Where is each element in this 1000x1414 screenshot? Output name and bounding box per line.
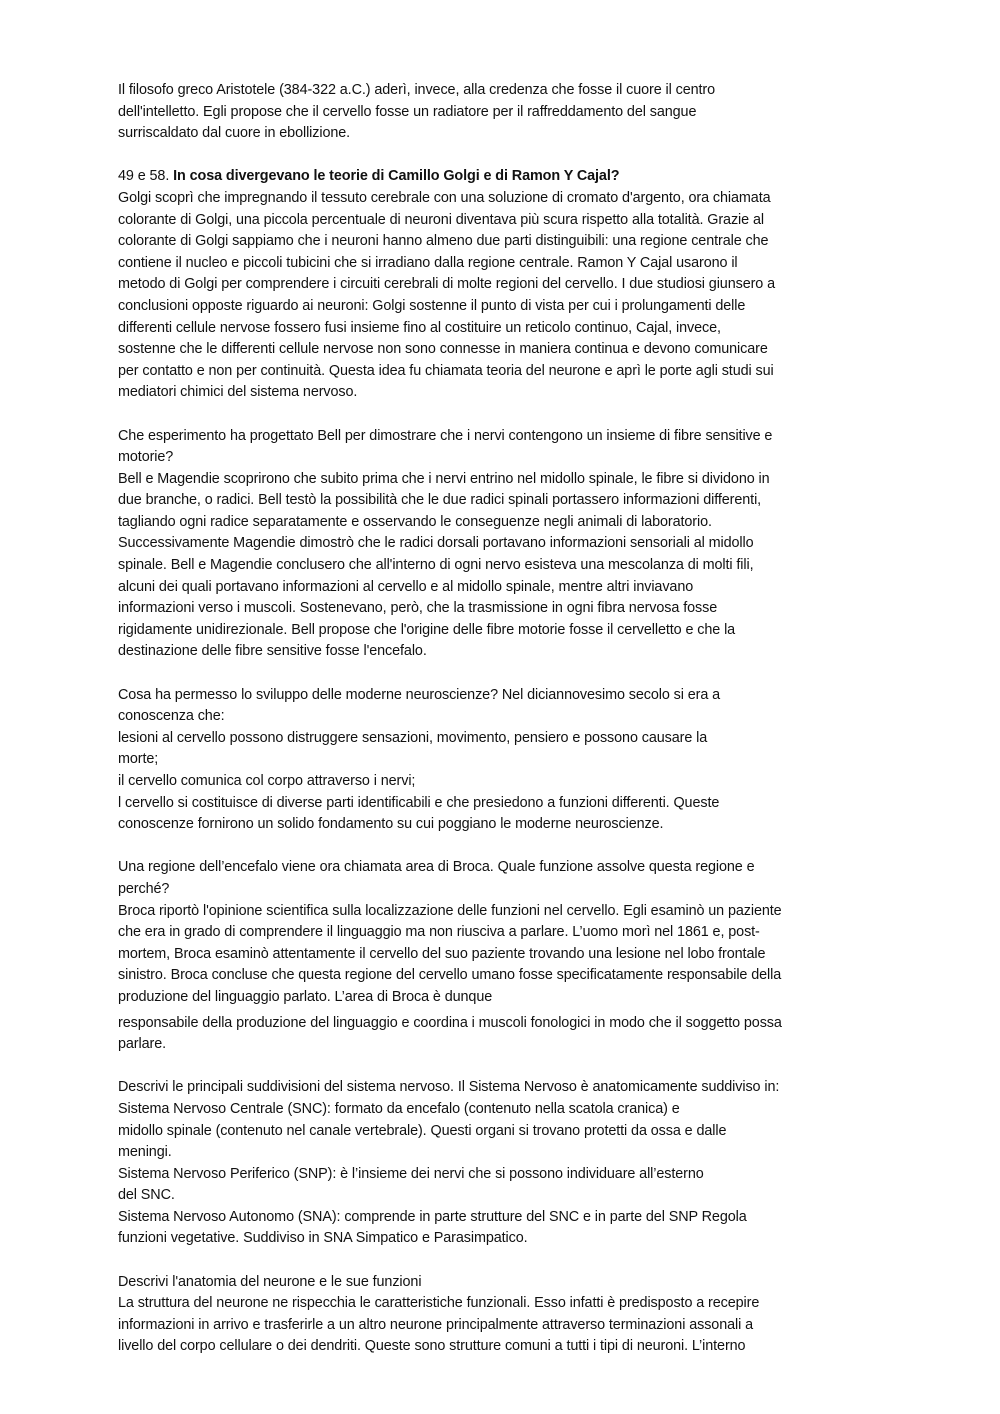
text-line: conoscenza che: bbox=[118, 708, 225, 725]
text-line: destinazione delle fibre sensitive fosse l'encefalo. bbox=[118, 643, 427, 660]
text-line: che era in grado di comprendere il linguaggio ma non riusciva a parlare. L’uomo morì nel 1861 e, post- bbox=[118, 924, 760, 941]
section-neuron-anatomy bbox=[118, 1272, 888, 1358]
text-line: mediatori chimici del sistema nervoso. bbox=[118, 384, 358, 401]
text-line: Sistema Nervoso Periferico (SNP): è l’insieme dei nervi che si possono individuare all’esterno bbox=[118, 1165, 704, 1182]
text-line: informazioni verso i muscoli. Sostenevano, però, che la trasmissione in ogni fibra nervosa fosse bbox=[118, 600, 718, 617]
text-line: del SNC. bbox=[118, 1187, 175, 1204]
text-line: midollo spinale (contenuto nel canale vertebrale). Questi organi si trovano protetti da ossa e dalle bbox=[118, 1122, 727, 1139]
text-line: Una regione dell’encefalo viene ora chiamata area di Broca. Quale funzione assolve questa regione e bbox=[118, 859, 755, 876]
text-line: tagliando ogni radice separatamente e osservando le conseguenze negli animali di laboratorio. bbox=[118, 513, 712, 530]
text-line: motorie? bbox=[118, 449, 174, 466]
paragraph-gap bbox=[118, 663, 888, 685]
paragraph-gap bbox=[118, 145, 888, 167]
text-line: morte; bbox=[118, 751, 159, 768]
text-line: La struttura del neurone ne rispecchia le caratteristiche funzionali. Esso infatti è predisposto a recepire bbox=[118, 1295, 760, 1312]
text-line: Che esperimento ha progettato Bell per dimostrare che i nervi contengono un insieme di fibre sensitive e bbox=[118, 427, 773, 444]
section-modern-neuroscience bbox=[118, 685, 888, 836]
text-line: Il filosofo greco Aristotele (384-322 a.C.) aderì, invece, alla credenza che fosse il cuore il centro bbox=[118, 82, 716, 98]
text-line: parlare. bbox=[118, 1036, 166, 1053]
text-line: Broca riportò l'opinione scientifica sulla localizzazione delle funzioni nel cervello. Egli esaminò un paziente bbox=[118, 902, 782, 919]
paragraph-aristotele bbox=[118, 80, 888, 145]
text-line: Descrivi le principali suddivisioni del sistema nervoso. Il Sistema Nervoso è anatomicamente suddiviso in: bbox=[118, 1079, 780, 1096]
paragraph-gap bbox=[118, 1250, 888, 1272]
text-line: due branche, o radici. Bell testò la possibilità che le due radici spinali portassero informazioni differenti, bbox=[118, 492, 762, 509]
paragraph-gap bbox=[118, 836, 888, 858]
text-line: il cervello comunica col corpo attraverso i nervi; bbox=[118, 773, 416, 789]
text-line: metodo di Golgi per comprendere i circuiti cerebrali di molte regioni del cervello. I due studiosi giunsero a bbox=[118, 276, 776, 293]
section-golgi-cajal bbox=[118, 166, 888, 404]
heading-question: In cosa divergevano le teorie di Camillo Golgi e di Ramon Y Cajal? bbox=[173, 168, 620, 185]
text-line: livello del corpo cellulare o dei dendriti. Queste sono strutture comuni a tutti i tipi di neuroni. L’interno bbox=[118, 1338, 746, 1355]
text-line: informazioni in arrivo e trasferirle a un altro neurone principalmente attraverso terminazioni assonali a bbox=[118, 1316, 753, 1333]
text-line: mortem, Broca esaminò attentamente il cervello del suo paziente trovando una lesione nel lobo frontale bbox=[118, 945, 766, 962]
section-nervous-system-divisions bbox=[118, 1077, 888, 1250]
text-line: Sistema Nervoso Autonomo (SNA): comprende in parte strutture del SNC e in parte del SNP Regola bbox=[118, 1208, 747, 1225]
text-line: Golgi scoprì che impregnando il tessuto cerebrale con una soluzione di cromato d'argento, ora chiamata bbox=[118, 189, 771, 206]
text-line: rigidamente unidirezionale. Bell propose che l'origine delle fibre motorie fosse il cervelletto e che la bbox=[118, 621, 736, 638]
text-line: meningi. bbox=[118, 1144, 172, 1161]
text-line: colorante di Golgi sappiamo che i neuroni hanno almeno due parti distinguibili: una regione centrale che bbox=[118, 233, 769, 250]
text-line: perché? bbox=[118, 880, 170, 897]
text-line: Bell e Magendie scoprirono che subito prima che i nervi entrino nel midollo spinale, le fibre si dividono in bbox=[118, 470, 770, 487]
text-line: lesioni al cervello possono distruggere sensazioni, movimento, pensiero e possono causare la bbox=[118, 729, 708, 746]
text-line: produzione del linguaggio parlato. L’area di Broca è dunque bbox=[118, 988, 493, 1005]
text-line: surriscaldato dal cuore in ebollizione. bbox=[118, 125, 351, 142]
heading-number: 49 e 58. bbox=[118, 168, 174, 185]
text-line: sostenne che le differenti cellule nervose non sono connesse in maniera continua e devono comunicare bbox=[118, 341, 768, 358]
section-heading bbox=[118, 166, 888, 188]
text-line: sinistro. Broca concluse che questa regione del cervello umano fosse specificatamente responsabile della bbox=[118, 967, 782, 984]
text-line: l cervello si costituisce di diverse parti identificabili e che presiedono a funzioni differenti. Queste bbox=[118, 794, 720, 811]
section-broca-area bbox=[118, 857, 888, 1055]
text-line: conoscenze fornirono un solido fondamento su cui poggiano le moderne neuroscienze. bbox=[118, 816, 664, 833]
text-line: contiene il nucleo e piccoli tubicini che si irradiano dalla regione centrale. Ramon Y Cajal usarono il bbox=[118, 254, 738, 271]
text-line: responsabile della produzione del linguaggio e coordina i muscoli fonologici in modo che il soggetto possa bbox=[118, 1014, 782, 1031]
text-line: Descrivi l'anatomia del neurone e le sue funzioni bbox=[118, 1273, 422, 1290]
text-line: per contatto e non per continuità. Questa idea fu chiamata teoria del neurone e aprì le porte agli studi sui bbox=[118, 362, 774, 379]
text-line: Sistema Nervoso Centrale (SNC): formato da encefalo (contenuto nella scatola cranica) e bbox=[118, 1100, 680, 1117]
text-line: alcuni dei quali portavano informazioni al cervello e al midollo spinale, mentre altri inviavano bbox=[118, 578, 694, 595]
text-line: Successivamente Magendie dimostrò che le radici dorsali portavano informazioni sensoriali al midollo bbox=[118, 535, 754, 552]
paragraph-gap bbox=[118, 1056, 888, 1078]
text-line: spinale. Bell e Magendie conclusero che all'interno di ogni nervo esisteva una mescolanza di molti fili, bbox=[118, 557, 754, 574]
text-line: funzioni vegetative. Suddiviso in SNA Simpatico e Parasimpatico. bbox=[118, 1230, 528, 1247]
text-line: colorante di Golgi, una piccola percentuale di neuroni diventava più scura rispetto alla totalità. Grazie al bbox=[118, 211, 764, 228]
text-line: differenti cellule nervose fossero fusi insieme fino al costituire un reticolo continuo, Cajal, invece, bbox=[118, 319, 721, 336]
section-bell-experiment bbox=[118, 426, 888, 664]
text-line: Cosa ha permesso lo sviluppo delle moderne neuroscienze? Nel diciannovesimo secolo si era a bbox=[118, 686, 721, 703]
paragraph-gap bbox=[118, 404, 888, 426]
text-line: dell'intelletto. Egli propose che il cervello fosse un radiatore per il raffreddamento del sangue bbox=[118, 103, 697, 120]
text-line: conclusioni opposte riguardo ai neuroni: Golgi sostenne il punto di vista per cui i prolungamenti delle bbox=[118, 297, 746, 314]
document-page bbox=[118, 80, 888, 1358]
